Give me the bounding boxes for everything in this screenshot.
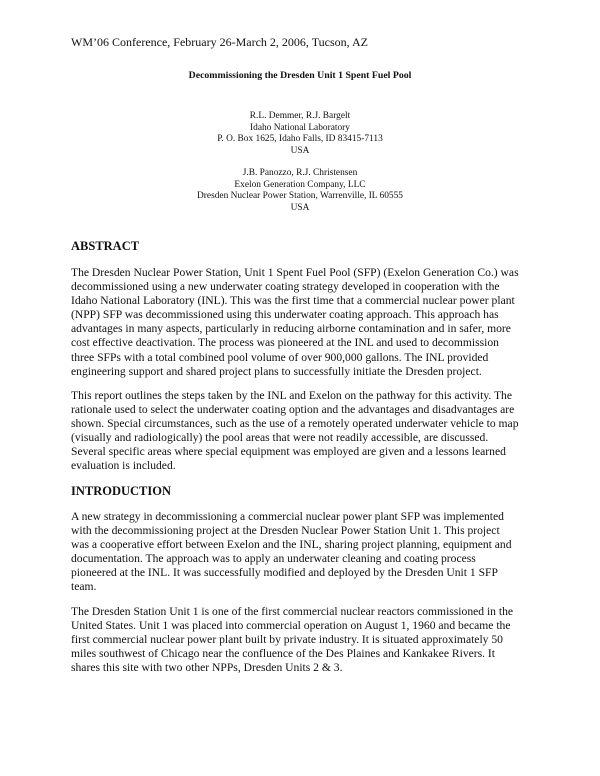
text-line: United States. Unit 1 was placed into commercial operation on August 1, 1960 and became the: [71, 619, 511, 633]
text-line: engineering support and shared project plans to successfully initiate the Dresden project.: [71, 364, 482, 378]
text-line: miles southwest of Chicago near the confluence of the Des Plaines and Kankakee Rivers. It: [71, 647, 496, 661]
text-line: The Dresden Nuclear Power Station, Unit 1 Spent Fuel Pool (SFP) (Exelon Generation Co.) was: [71, 266, 519, 279]
text-line: decommissioned using a new underwater coating strategy developed in cooperation with the: [71, 280, 500, 294]
text-line: (NPP) SFP was decommissioned using this underwater coating approach. This approach has: [71, 308, 499, 322]
introduction-heading: INTRODUCTION: [71, 484, 172, 498]
paper-title: Decommissioning the Dresden Unit 1 Spent Fuel Pool: [188, 70, 412, 81]
running-header: WM’06 Conference, February 26-March 2, 2006, Tucson, AZ: [71, 35, 368, 49]
text-line: Several specific areas where special equipment was employed are given and a lessons learned: [71, 445, 506, 459]
text-line: (visually and radiologically) the pool areas that were not readily accessible, are discussed.: [71, 431, 489, 445]
author-group-inl: [0, 111, 600, 157]
text-line: rationale used to select the underwater coating option and the advantages and disadvantages are: [71, 403, 515, 417]
author-country: USA: [290, 145, 310, 156]
author-names: J.B. Panozzo, R.J. Christensen: [242, 168, 358, 178]
text-line: pioneered at the INL. It was successfully modified and deployed by the Dresden Unit 1 SFP: [71, 566, 498, 580]
introduction-paragraph-2: [71, 605, 541, 675]
text-line: The Dresden Station Unit 1 is one of the first commercial nuclear reactors commissioned in the: [71, 605, 514, 618]
text-line: with the decommissioning project at the Dresden Nuclear Power Station Unit 1. This project: [71, 524, 500, 538]
text-line: cost effective deactivation. The process was pioneered at the INL and used to decommission: [71, 336, 499, 350]
text-line: first commercial nuclear power plant built by private industry. It is situated approximately 50: [71, 633, 503, 647]
abstract-paragraph-1: [71, 266, 541, 379]
author-affiliation: Exelon Generation Company, LLC: [234, 179, 366, 190]
text-line: three SFPs with a total combined pool volume of over 900,000 gallons. The INL provided: [71, 350, 489, 364]
author-names: R.L. Demmer, R.J. Bargelt: [249, 111, 351, 121]
text-line: Idaho National Laboratory (INL). This was the first time that a commercial nuclear power plant: [71, 294, 515, 308]
text-line: This report outlines the steps taken by the INL and Exelon on the pathway for this activity. The: [71, 389, 512, 402]
abstract-paragraph-2: [71, 389, 541, 474]
author-country: USA: [290, 202, 310, 213]
text-line: team.: [71, 580, 97, 594]
text-line: advantages in many aspects, particularly in reducing airborne contamination and in safer, more: [71, 322, 511, 336]
text-line: documentation. The approach was to apply an underwater cleaning and coating process: [71, 552, 476, 566]
abstract-heading: ABSTRACT: [71, 239, 140, 253]
introduction-paragraph-1: [71, 510, 541, 595]
text-line: evaluation is included.: [71, 459, 176, 473]
author-affiliation: Idaho National Laboratory: [250, 122, 350, 133]
text-line: was a cooperative effort between Exelon and the INL, sharing project planning, equipment and: [71, 538, 512, 552]
author-group-exelon: [0, 168, 600, 214]
text-line: A new strategy in decommissioning a commercial nuclear power plant SFP was implemented: [71, 510, 504, 523]
text-line: shown. Special circumstances, such as the use of a remotely operated underwater vehicle to map: [71, 417, 519, 431]
text-line: shares this site with two other NPPs, Dresden Units 2 & 3.: [71, 661, 343, 675]
author-address: Dresden Nuclear Power Station, Warrenville, IL 60555: [197, 191, 403, 201]
author-address: P. O. Box 1625, Idaho Falls, ID 83415-7113: [217, 134, 383, 144]
